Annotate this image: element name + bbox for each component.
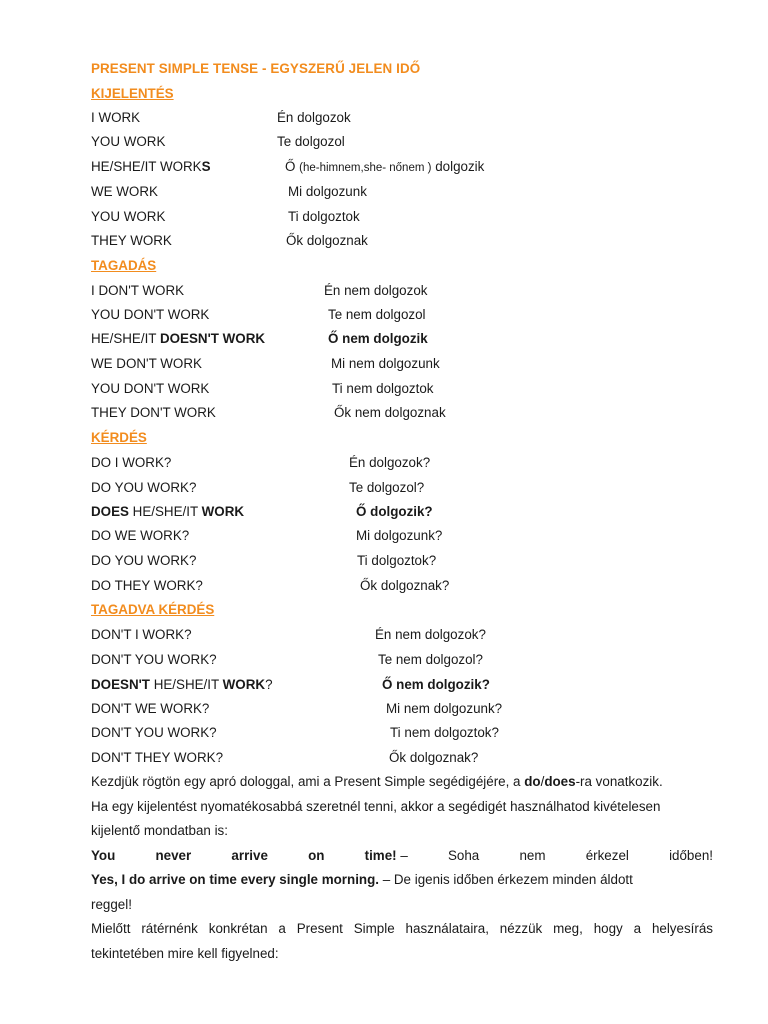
english-form-subject: HE/SHE/IT	[91, 331, 160, 346]
example-word: arrive	[231, 847, 268, 863]
english-form: YOU WORK	[91, 209, 166, 224]
english-form-verb: DOESN'T WORK	[159, 331, 266, 346]
section-heading-tagadas: TAGADÁS	[91, 258, 157, 273]
hungarian-form: Te nem dolgozol	[328, 307, 426, 322]
english-form: WE DON'T WORK	[91, 356, 202, 371]
hungarian-note: (he-himnem,she- nőnem )	[299, 162, 432, 174]
hungarian-form: Ő nem dolgozik	[328, 331, 428, 346]
section-heading-tagadva-kerdes: TAGADVA KÉRDÉS	[91, 602, 215, 617]
table-row	[0, 233, 768, 253]
word: a	[633, 921, 642, 936]
text-run: Kezdjük rögtön egy apró dologgal, ami a Present Simple segédigéjére, a	[91, 774, 525, 789]
paragraph-line: tekintetében mire kell figyelned:	[91, 945, 279, 961]
table-row	[0, 701, 768, 721]
english-form: THEY DON'T WORK	[91, 405, 216, 420]
hungarian-form: Te dolgozol?	[349, 480, 425, 495]
hungarian-form: Ti dolgoztok?	[357, 553, 437, 568]
example-word: You	[91, 847, 116, 863]
english-form	[91, 159, 211, 174]
table-row	[0, 184, 768, 204]
table-row	[0, 159, 768, 179]
english-form: DO YOU WORK?	[91, 480, 197, 495]
english-form-auxiliary: DOESN'T	[91, 677, 150, 692]
english-form: DON'T I WORK?	[91, 627, 192, 642]
table-row	[0, 528, 768, 548]
word: Present	[296, 921, 343, 936]
english-form: YOU DON'T WORK	[91, 307, 210, 322]
example-word: on	[308, 847, 325, 863]
hungarian-form: Mi nem dolgozunk	[331, 356, 440, 371]
paragraph-line: kijelentő mondatban is:	[91, 823, 228, 838]
example-translation-word: időben!	[669, 847, 713, 863]
example-word: time! –	[364, 847, 408, 863]
table-row	[0, 627, 768, 647]
table-row	[0, 110, 768, 130]
hungarian-form: Ti dolgoztok	[288, 209, 360, 224]
table-row	[0, 455, 768, 475]
section-heading-kerdes: KÉRDÉS	[91, 430, 147, 445]
english-form-verb: WORK	[222, 677, 266, 692]
english-form: YOU DON'T WORK	[91, 381, 210, 396]
english-form-subject: HE/SHE/IT	[128, 504, 202, 519]
table-row	[0, 553, 768, 573]
paragraph-line: reggel!	[91, 896, 132, 912]
hungarian-form: Mi dolgozunk?	[356, 528, 443, 543]
english-form: DON'T WE WORK?	[91, 701, 210, 716]
word: hogy	[593, 921, 623, 936]
word: konkrétan	[208, 921, 268, 936]
english-form-question-mark: ?	[265, 677, 273, 692]
page-title: PRESENT SIMPLE TENSE - EGYSZERŰ JELEN IDŐ	[91, 61, 421, 76]
english-form: DO THEY WORK?	[91, 578, 203, 593]
english-form-auxiliary: DOES	[91, 504, 129, 519]
text-run-bold: do	[524, 774, 541, 789]
english-form: DO I WORK?	[91, 455, 172, 470]
example-translation-word: Soha	[447, 847, 480, 863]
english-form: WE WORK	[91, 184, 158, 199]
table-row	[0, 504, 768, 524]
hungarian-form: Ők nem dolgoznak	[334, 405, 446, 420]
paragraph-line	[91, 917, 713, 942]
example-english: Yes, I do arrive on time every single morning.	[91, 872, 379, 887]
paragraph-line	[91, 770, 713, 795]
english-form	[91, 677, 273, 692]
hungarian-form: Ők dolgoznak	[286, 233, 368, 248]
english-form: I WORK	[91, 110, 141, 125]
hungarian-form	[285, 159, 484, 174]
english-form: DON'T YOU WORK?	[91, 725, 217, 740]
body-paragraph	[91, 770, 713, 966]
text-run-bold: does	[544, 774, 576, 789]
hungarian-form: Én dolgozok	[277, 110, 351, 125]
word: rátérnénk	[141, 921, 198, 936]
word: nézzük	[499, 921, 543, 936]
example-sentence-line	[91, 868, 713, 893]
section-heading-kijelentes: KIJELENTÉS	[91, 86, 174, 101]
hungarian-verb: dolgozik	[435, 159, 485, 174]
example-translation-word: nem	[519, 847, 546, 863]
hungarian-form: Ti nem dolgoztok?	[390, 725, 499, 740]
hungarian-form: Te dolgozol	[277, 134, 345, 149]
hungarian-form: Én nem dolgozok	[324, 283, 428, 298]
example-translation: – De igenis időben érkezem minden áldott	[379, 872, 633, 887]
hungarian-form: Ők dolgoznak?	[360, 578, 450, 593]
hungarian-pronoun: Ő	[285, 159, 296, 174]
table-row	[0, 134, 768, 154]
table-row	[0, 283, 768, 303]
english-form: THEY WORK	[91, 233, 172, 248]
english-form-subject: HE/SHE/IT	[149, 677, 223, 692]
english-form: DO WE WORK?	[91, 528, 190, 543]
english-form	[91, 504, 244, 519]
hungarian-form: Én dolgozok?	[349, 455, 431, 470]
english-form	[91, 331, 265, 346]
paragraph-line: Ha egy kijelentést nyomatékosabbá szeretnél tenni, akkor a segédigét használhatod kivételesen	[91, 798, 661, 814]
table-row	[0, 578, 768, 598]
english-form: DON'T YOU WORK?	[91, 652, 217, 667]
english-form: DO YOU WORK?	[91, 553, 197, 568]
table-row	[0, 750, 768, 770]
word: a	[278, 921, 286, 936]
table-row	[0, 331, 768, 351]
example-sentence-line	[91, 844, 713, 869]
hungarian-form: Ti nem dolgoztok	[332, 381, 434, 396]
hungarian-form: Én nem dolgozok?	[375, 627, 486, 642]
hungarian-form: Mi dolgozunk	[288, 184, 367, 199]
word: Simple	[353, 921, 395, 936]
hungarian-form: Mi nem dolgozunk?	[386, 701, 503, 716]
hungarian-form: Ő dolgozik?	[356, 504, 433, 519]
english-form: I DON'T WORK	[91, 283, 185, 298]
hungarian-form: Ők dolgoznak?	[389, 750, 479, 765]
table-row	[0, 405, 768, 425]
table-row	[0, 356, 768, 376]
hungarian-form: Ő nem dolgozik?	[382, 677, 490, 692]
word: Mielőtt	[91, 921, 131, 936]
table-row	[0, 480, 768, 500]
text-run: -ra vonatkozik.	[575, 774, 663, 789]
table-row	[0, 652, 768, 672]
example-translation-word: érkezel	[585, 847, 629, 863]
hungarian-form: Te nem dolgozol?	[378, 652, 483, 667]
table-row	[0, 307, 768, 327]
english-form-suffix: S	[201, 159, 211, 174]
table-row	[0, 725, 768, 745]
example-word: never	[155, 847, 192, 863]
table-row	[0, 381, 768, 401]
word: meg,	[553, 921, 583, 936]
english-form: YOU WORK	[91, 134, 166, 149]
english-form: DON'T THEY WORK?	[91, 750, 224, 765]
word: használataira,	[405, 921, 489, 936]
table-row	[0, 209, 768, 229]
table-row	[0, 677, 768, 697]
english-form-verb: WORK	[201, 504, 245, 519]
word: helyesírás	[651, 921, 713, 936]
text-run: /	[540, 774, 545, 789]
english-form-base: HE/SHE/IT WORK	[91, 159, 202, 174]
